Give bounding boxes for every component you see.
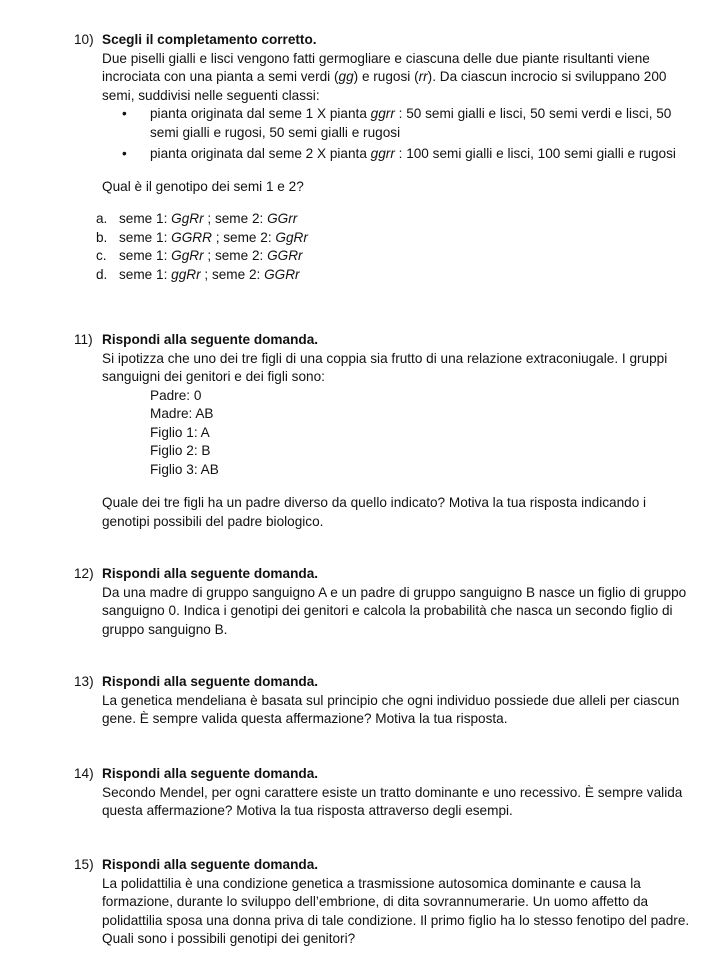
blood-group-item: Madre: AB <box>150 406 214 421</box>
option-text: ; seme 2: <box>203 211 268 226</box>
question-11-title: Rispondi alla seguente domanda. <box>102 332 319 347</box>
blood-group-item: Figlio 3: AB <box>150 461 219 477</box>
option-text: ; seme 2: <box>200 266 265 282</box>
question-13-heading <box>74 673 694 692</box>
option-text: seme 1: <box>119 211 172 226</box>
genotype-text: ggrr <box>370 146 395 161</box>
question-14 <box>74 765 694 821</box>
question-10 <box>74 31 694 284</box>
option-letter: b. <box>96 229 108 245</box>
intro-text: ). Da ciascun incrocio si sviluppano 200 semi, suddivisi nelle seguenti classi: <box>102 69 667 103</box>
question-12-body: Da una madre di gruppo sanguigno A e un padre di gruppo sanguigno B nasce un figlio di gruppo sanguigno 0. Indica i genotipi dei genitori e calcola la probabilità che nasca un secondo figlio di gruppo sanguigno B. <box>102 584 687 637</box>
question-11-number: 11) <box>74 332 93 347</box>
question-15-title: Rispondi alla seguente domanda. <box>102 857 319 872</box>
question-11-prompt: Quale dei tre figli ha un padre diverso da quello indicato? Motiva la tua risposta indicando i genotipi possibili del padre biologico. <box>102 495 647 529</box>
cross-text: : 100 semi gialli e lisci, 100 semi gialli e rugosi <box>394 146 676 161</box>
question-13-number: 13) <box>74 674 94 689</box>
genotype-text: rr <box>418 69 428 84</box>
intro-text: ) e rugosi ( <box>353 69 419 84</box>
question-11-intro: Si ipotizza che uno dei tre figli di una coppia sia frutto di una relazione extraconiugale. I gruppi sanguigni dei genitori e dei figli sono: <box>102 350 668 384</box>
question-13-body: La genetica mendeliana è basata sul principio che ogni individuo possiede due alleli per ciascun gene. È sempre valida questa affermazione? Motiva la tua risposta. <box>102 692 680 726</box>
option-letter: a. <box>96 211 108 226</box>
cross-text: pianta originata dal seme 1 X pianta <box>150 106 371 121</box>
question-15 <box>74 856 694 949</box>
option-text: ; seme 2: <box>211 229 276 245</box>
cross-text: pianta originata dal seme 2 X pianta <box>150 146 371 161</box>
genotype-text: ggrr <box>370 106 395 121</box>
question-10-prompt: Qual è il genotipo dei semi 1 e 2? <box>102 178 304 194</box>
option-text: seme 1: <box>119 229 172 245</box>
question-14-title: Rispondi alla seguente domanda. <box>102 766 319 781</box>
question-12 <box>74 565 694 639</box>
answer-option-d[interactable] <box>96 266 694 285</box>
genotype-text: GgRr <box>171 248 204 263</box>
genotype-text: GgRr <box>171 211 204 226</box>
option-letter: c. <box>96 248 107 263</box>
question-10-intro <box>74 50 694 106</box>
question-12-number: 12) <box>74 566 94 581</box>
genotype-text: GGRr <box>267 248 303 263</box>
blood-group-list <box>74 387 694 480</box>
genotype-text: GgRr <box>275 229 308 245</box>
option-text: ; seme 2: <box>203 248 268 263</box>
genotype-text: GGRR <box>171 229 212 245</box>
genotype-text: GGrr <box>267 211 298 226</box>
blood-group-item: Figlio 1: A <box>150 424 210 440</box>
option-letter: d. <box>96 266 108 282</box>
question-15-number: 15) <box>74 857 94 872</box>
question-14-heading <box>74 765 694 784</box>
question-12-title: Rispondi alla seguente domanda. <box>102 566 319 581</box>
question-10-title: Scegli il completamento corretto. <box>102 32 317 47</box>
question-13-title: Rispondi alla seguente domanda. <box>102 674 319 689</box>
cross-text: : 50 semi gialli e lisci, 50 semi verdi e lisci, 50 semi gialli e rugosi, 50 semi gialli e rugosi <box>150 106 672 140</box>
question-10-number: 10) <box>74 32 94 47</box>
question-14-number: 14) <box>74 766 94 781</box>
blood-group-item: Figlio 2: B <box>150 443 211 458</box>
cross-result-item <box>122 105 694 142</box>
question-15-heading <box>74 856 694 875</box>
question-13 <box>74 673 694 729</box>
blood-group-item: Padre: 0 <box>150 387 202 403</box>
answer-option-c[interactable] <box>96 247 694 266</box>
option-text: seme 1: <box>119 266 172 282</box>
genotype-text: gg <box>338 69 354 84</box>
answer-options <box>74 210 694 284</box>
question-11-heading <box>74 331 694 350</box>
question-15-body: La polidattilia è una condizione genetica a trasmissione autosomica dominante e causa la formazione, durante lo sviluppo dell’embrione, di dita sovrannumerarie. Un uomo affetto da polidattilia sposa una donna priva di tale condizione. Il primo figlio ha lo stesso fenotipo del padre. Quali sono i possibili genotipi dei genitori? <box>102 875 690 946</box>
question-12-heading <box>74 565 694 584</box>
question-10-heading <box>74 31 694 50</box>
genotype-text: GGRr <box>264 266 300 282</box>
answer-option-b[interactable] <box>96 229 694 248</box>
cross-results-list <box>74 105 694 164</box>
answer-option-a[interactable] <box>96 210 694 229</box>
genotype-text: ggRr <box>171 266 201 282</box>
cross-result-item <box>122 145 694 164</box>
intro-text: Due piselli gialli e lisci vengono fatti germogliare e ciascuna delle due piante risultanti viene incrociata con una pianta a semi verdi ( <box>102 50 650 84</box>
question-11 <box>74 331 694 531</box>
option-text: seme 1: <box>119 248 172 263</box>
question-14-body: Secondo Mendel, per ogni carattere esiste un tratto dominante e uno recessivo. È sempre valida questa affermazione? Motiva la tua risposta attraverso degli esempi. <box>102 784 683 818</box>
